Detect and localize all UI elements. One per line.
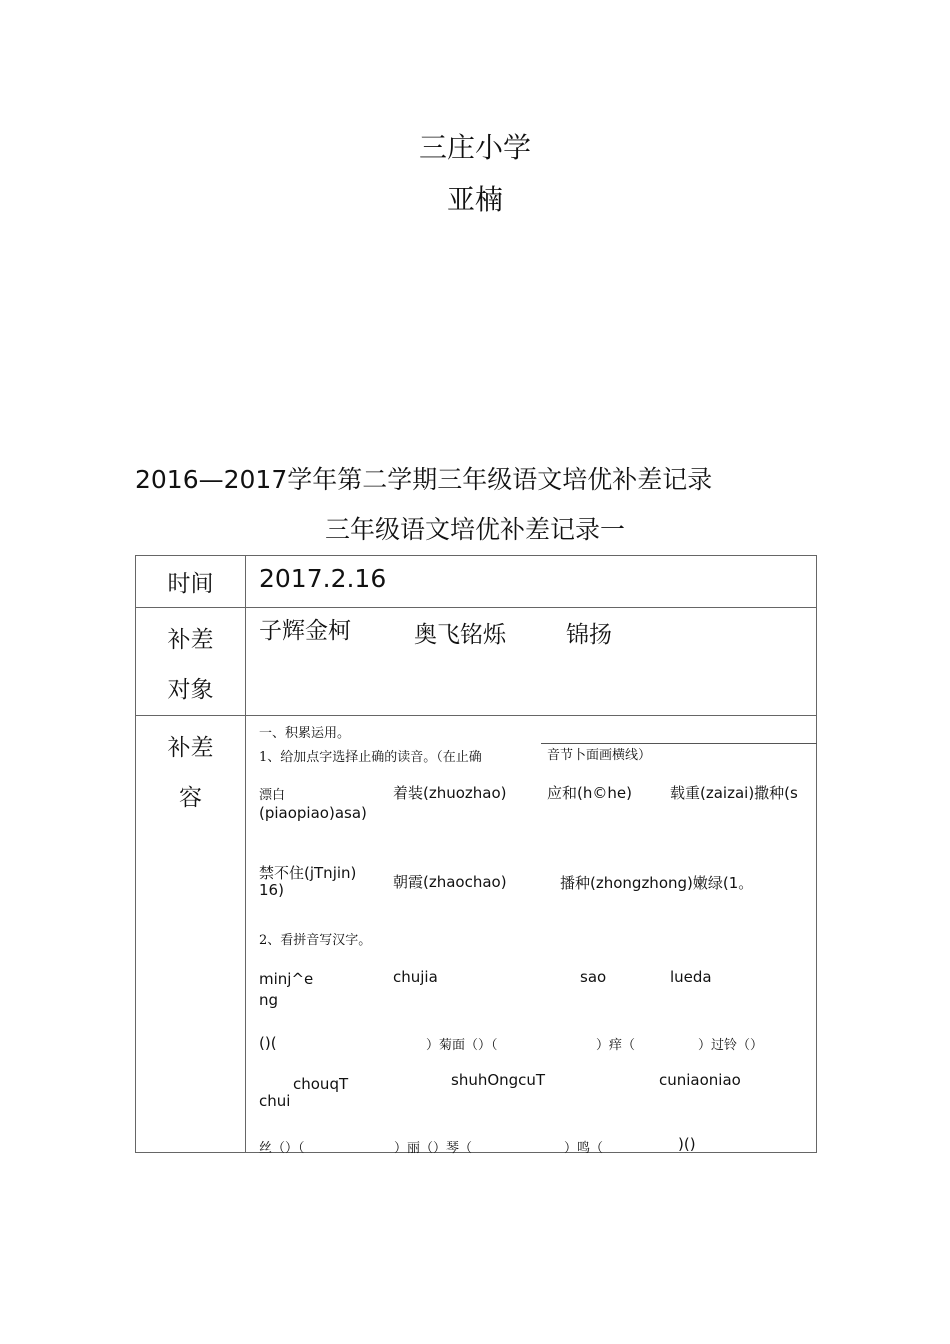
student-group-1: 子辉金柯	[259, 618, 351, 644]
pinyin-6: shuhOngcuT	[451, 1071, 546, 1089]
pinyin-2: chujia	[393, 968, 438, 986]
blank-4: ）过铃（）	[698, 1038, 764, 1053]
main-title: 2016—2017学年第二学期三年级语文培优补差记录	[135, 465, 713, 494]
exercise-content	[246, 716, 816, 1156]
word-5: 禁不住(jTnjin)	[259, 864, 357, 882]
pinyin-1: minj^e	[259, 970, 314, 988]
question-1-instruction-cont: 音节卜面画横线）	[547, 748, 652, 763]
blank-7: ）鸣（	[564, 1141, 604, 1156]
student-group-3: 锦扬	[566, 622, 612, 648]
time-label: 时间	[167, 571, 214, 597]
time-value: 2017.2.16	[259, 564, 387, 593]
blank-3: ）痒（	[596, 1038, 636, 1053]
content-row	[136, 716, 817, 1153]
blank-5: 丝（）（	[259, 1141, 305, 1156]
record-table	[135, 555, 817, 1156]
student-group-2: 奥飞铭烁	[414, 622, 506, 648]
word-7: 播种(zhongzhong)嫩绿(1。	[560, 874, 754, 892]
teacher-name: 亚楠	[446, 183, 503, 216]
section-heading: 一、积累运用。	[259, 726, 351, 741]
word-4: 载重(zaizai)撒种(s	[670, 784, 798, 802]
pinyin-5: chouqT	[293, 1075, 349, 1093]
school-name: 三庄小学	[418, 131, 531, 164]
blank-2: ）菊面（）（	[426, 1038, 498, 1053]
target-row	[136, 608, 817, 716]
blank-8: )()	[678, 1135, 696, 1153]
target-label-line1: 补差	[167, 627, 214, 653]
time-row	[136, 556, 817, 608]
word-6: 朝霞(zhaochao)	[393, 873, 507, 891]
target-label-line2: 对象	[167, 677, 214, 703]
pinyin-4: lueda	[670, 968, 712, 986]
pinyin-5-cont: chui	[259, 1092, 291, 1110]
pinyin-7: cuniaoniao	[659, 1071, 741, 1089]
question-2-instruction: 2、看拼音写汉字。	[259, 933, 372, 948]
sub-title: 三年级语文培优补差记录一	[324, 515, 625, 544]
pinyin-1-cont: ng	[259, 991, 279, 1009]
pinyin-3: sao	[580, 968, 607, 986]
question-1-instruction: 1、给加点字选择止确的读音。（在止确	[259, 750, 482, 765]
word-5-cont: 16)	[259, 881, 284, 899]
word-3: 应和(h©he)	[547, 784, 632, 802]
word-2: 着装(zhuozhao)	[393, 784, 507, 802]
blank-1: ()(	[259, 1034, 277, 1052]
word-1-pinyin: (piaopiao)asa)	[259, 804, 367, 822]
word-1-hanzi: 漂白	[259, 788, 286, 803]
blank-6: ）丽（）琴（	[394, 1141, 473, 1156]
content-label-line2: 容	[179, 785, 202, 811]
content-label-line1: 补差	[167, 735, 214, 761]
